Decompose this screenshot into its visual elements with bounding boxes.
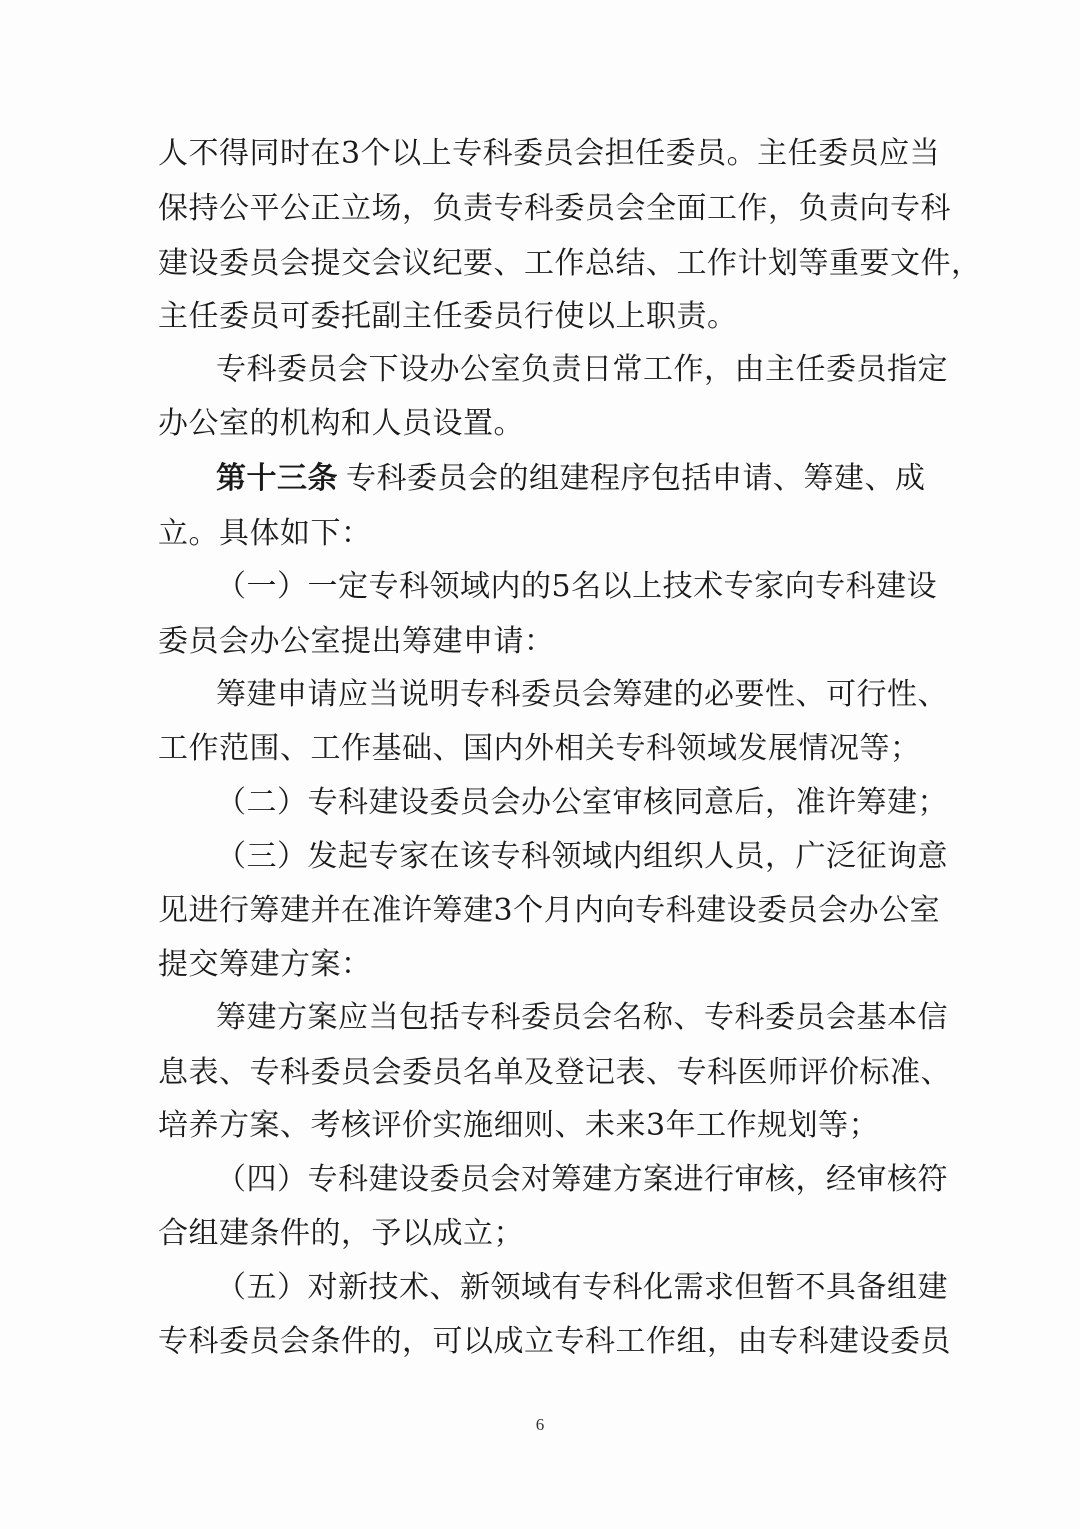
text-line: 主任委员可委托副主任委员行使以上职责。 — [158, 299, 738, 334]
text-line: 专科委员会条件的，可以成立专科工作组，由专科建设委员 — [158, 1324, 951, 1359]
text-line: （四）专科建设委员会对筹建方案进行审核，经审核符 — [216, 1162, 948, 1197]
article-heading: 第十三条 — [216, 461, 338, 496]
page-number: 6 — [535, 1415, 545, 1434]
text-line: 培养方案、考核评价实施细则、未来3年工作规划等； — [158, 1108, 880, 1143]
text-line: （五）对新技术、新领域有专科化需求但暂不具备组建 — [216, 1270, 948, 1305]
text-line: 见进行筹建并在准许筹建3个月内向专科建设委员会办公室 — [158, 893, 941, 928]
text-line: 专科委员会下设办公室负责日常工作，由主任委员指定 — [216, 352, 948, 387]
text-line: 合组建条件的，予以成立； — [158, 1216, 524, 1251]
text-line: （三）发起专家在该专科领域内组织人员，广泛征询意 — [216, 839, 948, 874]
text-line: （一）一定专科领域内的5名以上技术专家向专科建设 — [216, 569, 938, 604]
text-line: 专科委员会的组建程序包括申请、筹建、成 — [346, 461, 926, 496]
text-line: 提交筹建方案： — [158, 947, 372, 982]
text-line: 委员会办公室提出筹建申请： — [158, 624, 555, 659]
text-line: 工作范围、工作基础、国内外相关专科领域发展情况等； — [158, 731, 921, 766]
text-line: 办公室的机构和人员设置。 — [158, 406, 524, 441]
text-line: 筹建申请应当说明专科委员会筹建的必要性、可行性、 — [216, 677, 948, 712]
text-line: 人不得同时在3个以上专科委员会担任委员。主任委员应当 — [158, 136, 941, 171]
text-line: 息表、专科委员会委员名单及登记表、专科医师评价标准、 — [158, 1055, 951, 1090]
text-line: 筹建方案应当包括专科委员会名称、专科委员会基本信 — [216, 1000, 948, 1035]
text-line: （二）专科建设委员会办公室审核同意后，准许筹建； — [216, 785, 948, 820]
text-line: 建设委员会提交会议纪要、工作总结、工作计划等重要文件， — [158, 246, 982, 281]
text-line: 保持公平公正立场，负责专科委员会全面工作，负责向专科 — [158, 191, 951, 226]
text-line: 立。具体如下： — [158, 516, 372, 551]
